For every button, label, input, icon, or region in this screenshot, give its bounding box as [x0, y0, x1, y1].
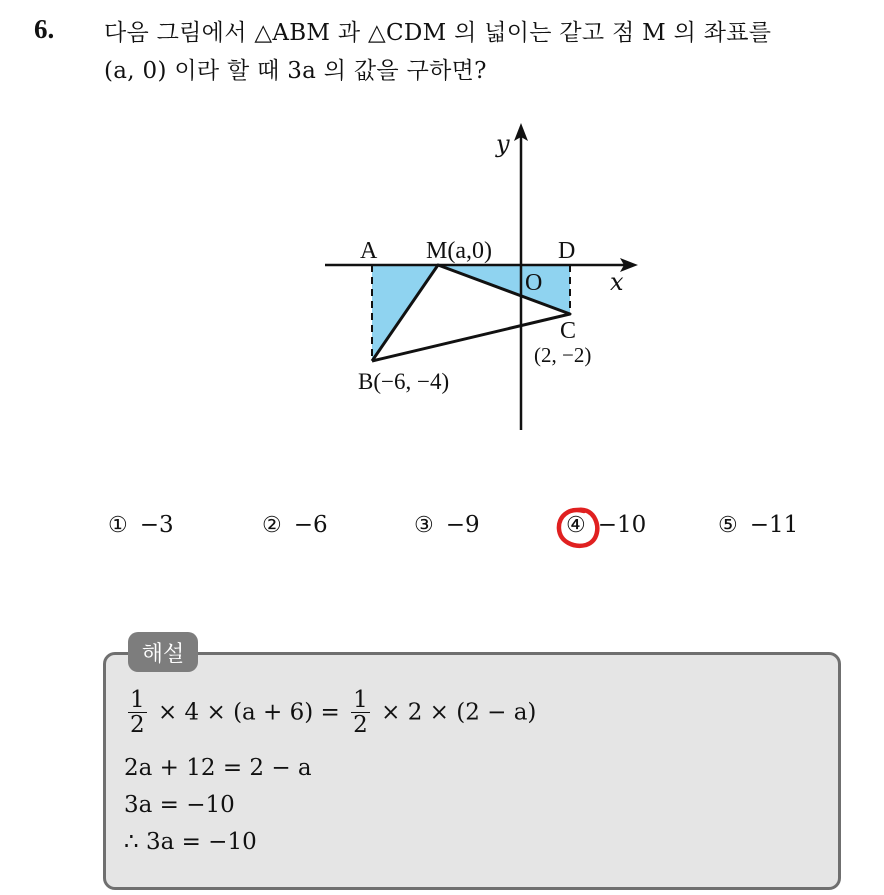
- answer-circle-mark: [554, 505, 602, 551]
- choice-1[interactable]: [108, 512, 174, 538]
- fraction-denominator: 2: [353, 712, 368, 738]
- label-B: B(−6, −4): [358, 369, 450, 394]
- question-text: [104, 14, 874, 90]
- choice-4-marker: ④: [566, 513, 586, 538]
- question-line-1: 다음 그림에서 △ABM 과 △CDM 의 넓이는 같고 점 M 의 좌표를: [104, 20, 772, 46]
- coordinate-figure: [320, 118, 650, 442]
- choice-1-value: −3: [139, 512, 174, 538]
- label-C-coord: (2, −2): [534, 343, 592, 367]
- label-O: O: [525, 270, 543, 296]
- choice-3[interactable]: [414, 512, 480, 538]
- solution-line-1: [124, 688, 536, 737]
- label-C: C: [560, 318, 577, 344]
- choice-1-marker: ①: [108, 513, 128, 538]
- choice-2[interactable]: [262, 512, 328, 538]
- equation-left-part: × 4 × (a + 6) =: [157, 699, 340, 726]
- fraction-numerator: 1: [353, 687, 368, 713]
- label-D: D: [558, 238, 576, 264]
- fraction-numerator: 1: [130, 687, 145, 713]
- label-M: M(a,0): [426, 238, 492, 264]
- label-y: y: [496, 130, 510, 158]
- choice-2-marker: ②: [262, 513, 282, 538]
- choice-4-value: −10: [597, 512, 647, 538]
- solution-tab: 해설: [128, 632, 198, 672]
- label-x: x: [610, 268, 624, 296]
- choice-3-marker: ③: [414, 513, 434, 538]
- solution-line-2: 2a + 12 = 2 − a: [124, 755, 312, 781]
- question-number: 6.: [34, 14, 55, 44]
- choice-5-marker: ⑤: [718, 513, 738, 538]
- figure-svg: [320, 118, 650, 438]
- equation-right-part: × 2 × (2 − a): [381, 699, 537, 726]
- question-line-2: (a, 0) 이라 할 때 3a 의 값을 구하면?: [104, 58, 487, 84]
- solution-line-3: 3a = −10: [124, 792, 235, 818]
- choice-5-value: −11: [749, 512, 799, 538]
- fraction-denominator: 2: [130, 712, 145, 738]
- fraction-one-half-b: [351, 688, 370, 737]
- fraction-one-half-a: [128, 688, 147, 737]
- solution-line-4: ∴ 3a = −10: [124, 829, 257, 855]
- label-A: A: [360, 238, 378, 264]
- answer-choices: [0, 512, 884, 552]
- choice-3-value: −9: [445, 512, 480, 538]
- choice-2-value: −6: [293, 512, 328, 538]
- choice-5[interactable]: [718, 512, 798, 538]
